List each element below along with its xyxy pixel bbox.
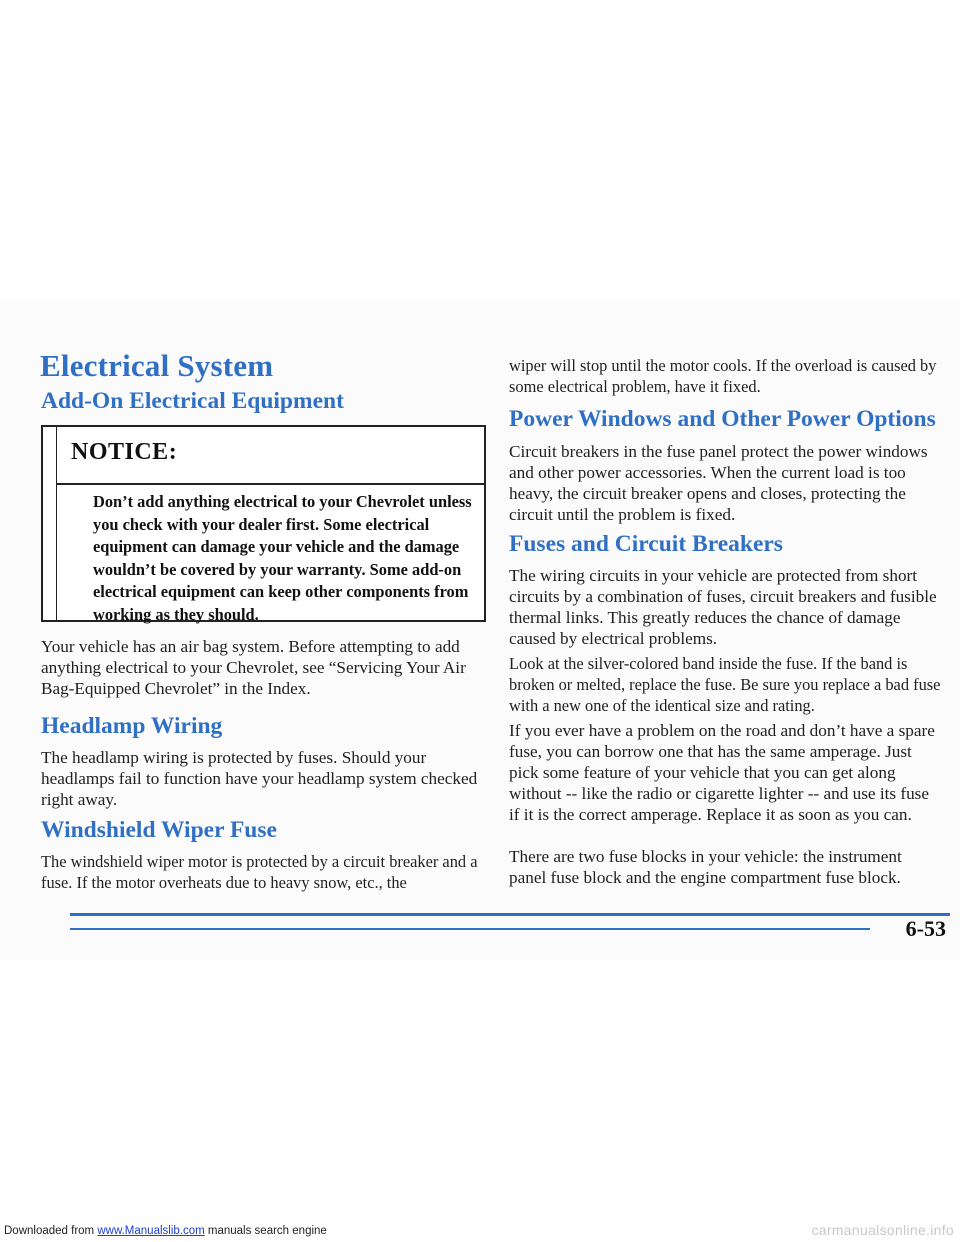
- addon-paragraph: Your vehicle has an air bag system. Before attempting to add anything electrical to your Chevrolet, see “Servicing Your Air Bag-Equipped Chevrolet” in the Index.: [41, 637, 466, 698]
- fuses-paragraph-1: The wiring circuits in your vehicle are protected from short circuits by a combination of fuses, circuit breakers and fusible thermal links. This greatly reduces the chance of damage caused by electrical problems.: [509, 566, 937, 648]
- banner-prefix: Downloaded from: [4, 1225, 98, 1237]
- notice-text: Don’t add anything electrical to your Chevrolet unless you check with your dealer first. Some electrical equipment can damage your vehicle and the damage wouldn’t be covered by your warranty. Some add-on electrical equipment can keep other components from working as they should.: [93, 492, 472, 624]
- section-heading-addon: Add-On Electrical Equipment: [41, 388, 344, 414]
- headlamp-paragraph: The headlamp wiring is protected by fuses. Should your headlamps fail to function have your headlamp system checked right away.: [41, 748, 478, 809]
- notice-box: [41, 425, 486, 622]
- notice-bar: [45, 427, 57, 620]
- footer-rule: [70, 913, 950, 916]
- wiper-continued-paragraph: wiper will stop until the motor cools. If the overload is caused by some electrical problem, have it fixed.: [509, 356, 937, 396]
- section-heading-wiper: Windshield Wiper Fuse: [41, 817, 277, 843]
- fuses-paragraph-2: Look at the silver-colored band inside the fuse. If the band is broken or melted, replace the fuse. Be sure you replace a bad fuse with a new one of the identical size and rating.: [509, 654, 941, 715]
- fuses-paragraph-3: If you ever have a problem on the road and don’t have a spare fuse, you can borrow one that has the same amperage. Just pick some feature of your vehicle that you can get along without -- like the radio or cigarette lighter -- and use its fuse if it is the correct amperage. Replace it as soon as you can.: [509, 721, 935, 824]
- download-banner: [4, 1225, 327, 1237]
- fuses-paragraph-4: There are two fuse blocks in your vehicle: the instrument panel fuse block and the engine compartment fuse block.: [509, 847, 902, 887]
- page-number: 6-53: [905, 916, 946, 941]
- footer-rule-secondary: [70, 928, 870, 930]
- watermark: carmanualsonline.info: [811, 1222, 954, 1238]
- section-heading-power: Power Windows and Other Power Options: [509, 406, 936, 432]
- manualslib-link[interactable]: www.Manualslib.com: [97, 1225, 205, 1237]
- power-paragraph: Circuit breakers in the fuse panel protect the power windows and other power accessories. When the current load is too heavy, the circuit breaker opens and closes, protecting the circuit until the problem is fixed.: [509, 442, 928, 524]
- page-title: Electrical System: [40, 348, 274, 383]
- banner-suffix: manuals search engine: [204, 1225, 327, 1237]
- notice-title: NOTICE:: [71, 439, 178, 465]
- notice-divider: [57, 483, 484, 485]
- wiper-paragraph: The windshield wiper motor is protected by a circuit breaker and a fuse. If the motor overheats due to heavy snow, etc., the: [41, 852, 478, 892]
- section-heading-fuses: Fuses and Circuit Breakers: [509, 531, 783, 557]
- section-heading-headlamp: Headlamp Wiring: [41, 713, 223, 739]
